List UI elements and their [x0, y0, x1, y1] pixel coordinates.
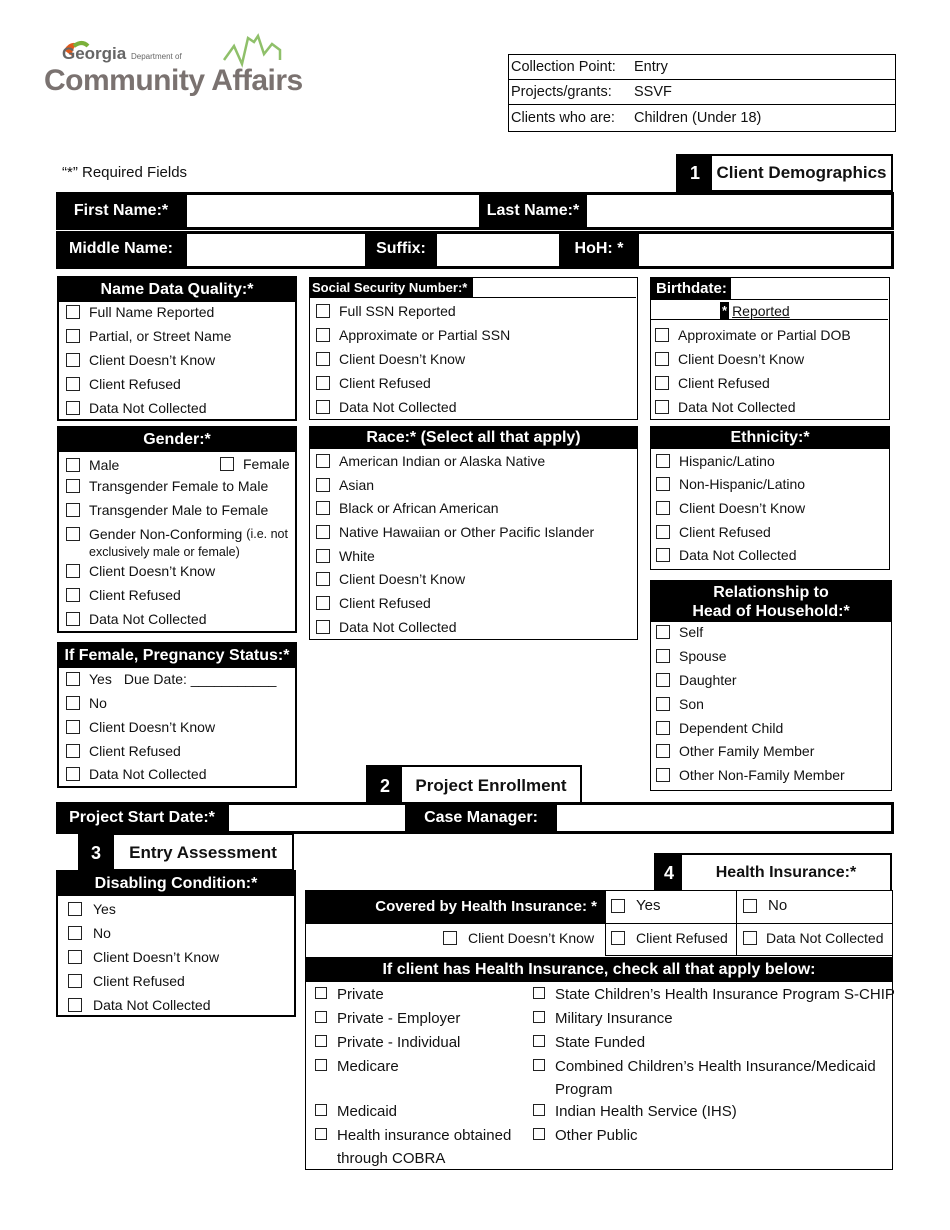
checkbox[interactable]: [68, 902, 82, 916]
gender-option-tm[interactable]: [66, 501, 268, 519]
collection-point-row: [509, 55, 895, 80]
first-name-input[interactable]: [186, 194, 480, 228]
option-label: Military Insurance: [555, 1010, 673, 1027]
checkbox[interactable]: [220, 457, 234, 471]
dob-option-refused[interactable]: [655, 374, 770, 392]
checkbox[interactable]: [316, 376, 330, 390]
case-manager-input[interactable]: [556, 804, 892, 832]
covered-option-no[interactable]: [743, 897, 787, 915]
checkbox[interactable]: [66, 503, 80, 517]
option-label: Other Family Member: [679, 743, 815, 759]
checkbox[interactable]: [316, 501, 330, 515]
checkbox[interactable]: [656, 673, 670, 687]
clients-row: [509, 105, 895, 130]
option-label: Client Doesn’t Know: [679, 500, 806, 516]
ssn-option-dk[interactable]: [316, 350, 465, 368]
checkbox[interactable]: [66, 527, 80, 541]
checkbox[interactable]: [316, 328, 330, 342]
option-label: Data Not Collected: [766, 930, 884, 946]
checkbox[interactable]: [66, 720, 80, 734]
option-label: State Children’s Health Insurance Program S-CHIP: [555, 986, 895, 1003]
gender-option-dnc[interactable]: [66, 610, 207, 628]
option-label: Daughter: [679, 672, 737, 688]
option-label: Client Refused: [89, 743, 181, 759]
birthdate-reported[interactable]: [720, 302, 790, 320]
checkbox[interactable]: [656, 649, 670, 663]
option-label: No: [93, 925, 111, 941]
checkbox[interactable]: [316, 549, 330, 563]
ethnicity-title: Ethnicity:*: [651, 427, 889, 449]
checkbox[interactable]: [533, 1128, 545, 1140]
dob-option-dnc[interactable]: [655, 398, 796, 416]
preg-option-dnc[interactable]: [66, 765, 207, 783]
option-label: Data Not Collected: [678, 399, 796, 415]
dis-option-dnc[interactable]: [68, 996, 211, 1014]
section-1-header: [676, 154, 893, 192]
option-label: No: [89, 695, 107, 711]
race-option-refused[interactable]: [316, 594, 431, 612]
checkbox[interactable]: [655, 352, 669, 366]
checkbox[interactable]: [66, 696, 80, 710]
checkbox[interactable]: [533, 1104, 545, 1116]
meta-value: SSVF: [634, 84, 672, 100]
name-fields-row-1: [56, 192, 894, 230]
option-label: State Funded: [555, 1034, 646, 1051]
option-label: Female: [243, 456, 290, 472]
checkbox[interactable]: [315, 1035, 327, 1047]
gender-option-male[interactable]: [66, 456, 119, 474]
eth-option-refused[interactable]: [656, 523, 771, 541]
checkbox[interactable]: [655, 400, 669, 414]
checkbox[interactable]: [68, 926, 82, 940]
race-option-asian[interactable]: [316, 476, 374, 494]
reported-label: Reported: [732, 303, 790, 319]
option-label: Data Not Collected: [89, 766, 207, 782]
option-label: Client Doesn’t Know: [468, 930, 595, 946]
checkbox[interactable]: [68, 998, 82, 1012]
name-fields-row-2: [56, 231, 894, 269]
ins-option-medicare[interactable]: [315, 1058, 399, 1076]
nq-option-dk[interactable]: [66, 351, 215, 369]
option-label: Native Hawaiian or Other Pacific Islander: [339, 524, 595, 540]
ins-option-private-individual[interactable]: [315, 1034, 460, 1052]
checkbox[interactable]: [316, 478, 330, 492]
checkbox[interactable]: [316, 454, 330, 468]
option-label: Private - Employer: [337, 1010, 461, 1027]
ins-option-cobra[interactable]: [315, 1127, 511, 1145]
nq-option-refused[interactable]: [66, 375, 181, 393]
ins-option-combined[interactable]: [533, 1058, 876, 1076]
option-label: Client Refused: [93, 973, 185, 989]
checkbox[interactable]: [315, 1128, 327, 1140]
checkbox[interactable]: [656, 768, 670, 782]
ins-option-state[interactable]: [533, 1034, 645, 1052]
gender-option-refused[interactable]: [66, 586, 181, 604]
option-label: Transgender Male to Female: [89, 502, 269, 518]
option-label: Self: [679, 624, 704, 640]
checkbox[interactable]: [66, 305, 80, 319]
option-label: Data Not Collected: [89, 611, 207, 627]
ssn-title: Social Security Number:*: [310, 278, 473, 298]
case-manager-label: Case Manager:: [406, 802, 556, 834]
eth-option-hispanic[interactable]: [656, 452, 775, 470]
checkbox[interactable]: [656, 697, 670, 711]
ins-option-private-employer[interactable]: [315, 1010, 460, 1028]
checkbox[interactable]: [66, 612, 80, 626]
covered-divider: [305, 923, 605, 924]
logo-name: Community Affairs: [44, 64, 303, 97]
meta-value: Entry: [634, 59, 668, 75]
meta-key: Collection Point:: [511, 59, 616, 75]
relationship-title-line2: Head of Household:*: [692, 603, 850, 620]
option-label: Client Refused: [89, 587, 181, 603]
checkbox[interactable]: [316, 304, 330, 318]
race-option-nhpi[interactable]: [316, 523, 594, 541]
race-title: Race:* (Select all that apply): [310, 427, 637, 449]
option-label: Hispanic/Latino: [679, 453, 775, 469]
nq-option-dnc[interactable]: [66, 399, 207, 417]
dis-option-no[interactable]: [68, 924, 111, 942]
option-label: Full Name Reported: [89, 304, 215, 320]
checkbox[interactable]: [656, 744, 670, 758]
eth-option-dk[interactable]: [656, 499, 805, 517]
option-label: Data Not Collected: [339, 619, 457, 635]
checkbox[interactable]: [656, 454, 670, 468]
option-label: Other Non-Family Member: [679, 767, 845, 783]
section-4-header: [654, 853, 892, 891]
rel-option-nonfamily[interactable]: [656, 766, 845, 784]
gender-title: Gender:*: [59, 428, 295, 452]
option-label: Non-Hispanic/Latino: [679, 476, 806, 492]
checkbox[interactable]: [66, 377, 80, 391]
option-label: Health insurance obtained: [337, 1127, 512, 1144]
middle-name-input[interactable]: [186, 233, 366, 267]
preg-option-yes[interactable]: [66, 670, 276, 688]
checkbox[interactable]: [66, 329, 80, 343]
checkbox[interactable]: [611, 931, 625, 945]
reported-star: *: [722, 303, 728, 318]
option-label: Client Doesn’t Know: [339, 571, 466, 587]
dob-option-approx[interactable]: [655, 326, 851, 344]
insurance-types-title: If client has Health Insurance, check all that apply below:: [305, 957, 893, 982]
collection-info-table: [508, 54, 896, 132]
checkbox[interactable]: [315, 987, 327, 999]
suffix-input[interactable]: [436, 233, 560, 267]
option-label: No: [768, 897, 788, 914]
projects-row: [509, 80, 895, 105]
option-label: Client Doesn’t Know: [339, 351, 466, 367]
checkbox[interactable]: [656, 477, 670, 491]
checkbox[interactable]: [66, 588, 80, 602]
pregnancy-title: If Female, Pregnancy Status:*: [59, 644, 295, 668]
option-label: Private: [337, 986, 384, 1003]
checkbox[interactable]: [656, 501, 670, 515]
section-title: Health Insurance:*: [715, 864, 857, 881]
checkbox[interactable]: [316, 620, 330, 634]
checkbox[interactable]: [656, 721, 670, 735]
name-data-quality-title: Name Data Quality:*: [59, 278, 295, 302]
checkbox[interactable]: [656, 525, 670, 539]
option-label: Full SSN Reported: [339, 303, 456, 319]
covered-option-refused[interactable]: [611, 929, 728, 947]
gender-option-gnc[interactable]: [66, 525, 288, 543]
checkbox[interactable]: [533, 1011, 545, 1023]
option-label: Client Refused: [339, 375, 431, 391]
option-label: Data Not Collected: [339, 399, 457, 415]
last-name-input[interactable]: [586, 194, 892, 228]
rel-option-family[interactable]: [656, 742, 814, 760]
option-label: Client Refused: [679, 524, 771, 540]
ins-option-other[interactable]: [533, 1127, 638, 1145]
checkbox[interactable]: [743, 899, 757, 913]
ins-option-military[interactable]: [533, 1010, 673, 1028]
ins-cobra-line2: through COBRA: [337, 1150, 446, 1167]
option-label: Combined Children’s Health Insurance/Medicaid: [555, 1058, 876, 1075]
checkbox[interactable]: [66, 401, 80, 415]
checkbox[interactable]: [533, 1059, 545, 1071]
covered-option-yes[interactable]: [611, 897, 660, 915]
option-note: (i.e. not: [246, 527, 288, 541]
ins-option-ihs[interactable]: [533, 1103, 737, 1121]
preg-option-dk[interactable]: [66, 718, 215, 736]
relationship-title: [651, 581, 891, 622]
checkbox[interactable]: [66, 479, 80, 493]
relationship-title-line1: Relationship to: [713, 584, 829, 601]
race-option-black[interactable]: [316, 499, 499, 517]
option-label: Client Refused: [678, 375, 770, 391]
eth-option-dnc[interactable]: [656, 546, 797, 564]
rel-option-daughter[interactable]: [656, 671, 737, 689]
checkbox[interactable]: [656, 548, 670, 562]
checkbox[interactable]: [316, 525, 330, 539]
option-label: Data Not Collected: [89, 400, 207, 416]
birthdate-title: Birthdate:: [651, 278, 731, 300]
checkbox[interactable]: [611, 899, 625, 913]
checkbox[interactable]: [66, 744, 80, 758]
gender-option-female[interactable]: [220, 455, 290, 473]
ins-option-private[interactable]: [315, 986, 384, 1004]
eth-option-nonhispanic[interactable]: [656, 475, 805, 493]
option-label: Client Doesn’t Know: [89, 563, 216, 579]
checkbox[interactable]: [66, 672, 80, 686]
disabling-box: [56, 870, 296, 1017]
section-title: Entry Assessment: [129, 843, 277, 862]
gender-option-tf[interactable]: [66, 477, 268, 495]
required-note: “*” Required Fields: [62, 164, 188, 181]
option-label: Indian Health Service (IHS): [555, 1103, 737, 1120]
enrollment-row: [56, 802, 894, 834]
hoh-label: HoH: *: [560, 231, 638, 269]
option-label: Other Public: [555, 1127, 638, 1144]
rel-option-dependent[interactable]: [656, 719, 783, 737]
middle-name-label: Middle Name:: [56, 231, 186, 269]
section-number: 1: [678, 156, 712, 190]
covered-label: Covered by Health Insurance: *: [305, 890, 605, 924]
option-label: Yes: [636, 897, 661, 914]
checkbox[interactable]: [443, 931, 457, 945]
nq-option-full[interactable]: [66, 303, 214, 321]
meta-value: Children (Under 18): [634, 109, 762, 126]
checkbox[interactable]: [533, 1035, 545, 1047]
option-label: Client Refused: [339, 595, 431, 611]
dob-option-dk[interactable]: [655, 350, 804, 368]
section-title: Client Demographics: [716, 163, 887, 182]
checkbox[interactable]: [316, 572, 330, 586]
option-label: White: [339, 548, 375, 564]
checkbox[interactable]: [655, 376, 669, 390]
dis-option-refused[interactable]: [68, 972, 185, 990]
rel-option-son[interactable]: [656, 695, 704, 713]
option-label: Yes: [89, 671, 112, 687]
checkbox[interactable]: [743, 931, 757, 945]
option-label: Gender Non-Conforming: [89, 526, 243, 542]
covered-option-dk[interactable]: [443, 929, 594, 947]
ins-option-medicaid[interactable]: [315, 1103, 397, 1121]
rel-option-self[interactable]: [656, 623, 703, 641]
checkbox[interactable]: [655, 328, 669, 342]
option-label: Client Doesn’t Know: [89, 352, 216, 368]
project-start-label: Project Start Date:*: [56, 802, 228, 834]
option-label: American Indian or Alaska Native: [339, 453, 546, 469]
project-start-input[interactable]: [228, 804, 406, 832]
checkbox[interactable]: [315, 1011, 327, 1023]
meta-key: Projects/grants:: [511, 84, 612, 100]
option-label: Client Doesn’t Know: [93, 949, 220, 965]
section-3-header: [78, 833, 294, 871]
covered-option-dnc[interactable]: [743, 929, 884, 947]
suffix-label: Suffix:: [366, 231, 436, 269]
first-name-label: First Name:*: [56, 192, 186, 230]
section-title: Project Enrollment: [415, 776, 567, 795]
checkbox[interactable]: [316, 596, 330, 610]
meta-key: Clients who are:: [511, 109, 615, 126]
checkbox[interactable]: [66, 767, 80, 781]
race-option-dnc[interactable]: [316, 618, 457, 636]
option-label: Son: [679, 696, 704, 712]
option-label: Medicare: [337, 1058, 399, 1075]
preg-option-refused[interactable]: [66, 742, 181, 760]
ssn-option-refused[interactable]: [316, 374, 431, 392]
checkbox[interactable]: [316, 400, 330, 414]
checkbox[interactable]: [66, 353, 80, 367]
dis-option-yes[interactable]: [68, 900, 116, 918]
gender-option-dk[interactable]: [66, 562, 215, 580]
option-label: Male: [89, 457, 120, 473]
option-label: Black or African American: [339, 500, 499, 516]
checkbox[interactable]: [68, 950, 82, 964]
checkbox[interactable]: [66, 564, 80, 578]
logo: [44, 30, 316, 102]
ssn-option-approx[interactable]: [316, 326, 510, 344]
checkbox[interactable]: [315, 1059, 327, 1071]
section-number: 4: [656, 855, 682, 891]
dis-option-dk[interactable]: [68, 948, 219, 966]
option-label: Asian: [339, 477, 375, 493]
preg-option-no[interactable]: [66, 694, 107, 712]
checkbox[interactable]: [533, 987, 545, 999]
checkbox[interactable]: [315, 1104, 327, 1116]
nq-option-partial[interactable]: [66, 327, 231, 345]
last-name-label: Last Name:*: [480, 192, 586, 230]
option-label: Client Doesn’t Know: [678, 351, 805, 367]
option-label: Yes: [93, 901, 116, 917]
race-option-dk[interactable]: [316, 570, 465, 588]
option-label: Approximate or Partial DOB: [678, 327, 851, 343]
checkbox[interactable]: [68, 974, 82, 988]
option-label: Data Not Collected: [93, 997, 211, 1013]
logo-brand: Georgia: [62, 44, 127, 63]
logo-dept: Department of: [130, 52, 182, 61]
race-option-white[interactable]: [316, 547, 375, 565]
ins-option-schip[interactable]: [533, 986, 895, 1004]
ssn-option-full[interactable]: [316, 302, 456, 320]
option-label: Private - Individual: [337, 1034, 461, 1051]
rel-option-spouse[interactable]: [656, 647, 726, 665]
option-label: Medicaid: [337, 1103, 398, 1120]
option-label: Data Not Collected: [679, 547, 797, 563]
option-label: Approximate or Partial SSN: [339, 327, 511, 343]
race-option-aian[interactable]: [316, 452, 545, 470]
checkbox[interactable]: [656, 625, 670, 639]
option-label: Dependent Child: [679, 720, 784, 736]
option-label: Spouse: [679, 648, 727, 664]
checkbox[interactable]: [66, 458, 80, 472]
due-date-field[interactable]: Due Date: ___________: [123, 671, 277, 687]
checkbox[interactable]: [316, 352, 330, 366]
disabling-title: Disabling Condition:*: [58, 872, 294, 896]
gender-gnc-note: exclusively male or female): [89, 545, 240, 559]
ins-combined-line2: Program: [555, 1081, 613, 1098]
option-label: Partial, or Street Name: [89, 328, 232, 344]
hoh-input[interactable]: [638, 233, 892, 267]
section-number: 2: [368, 767, 402, 805]
option-label: Transgender Female to Male: [89, 478, 269, 494]
option-label: Client Doesn’t Know: [89, 719, 216, 735]
option-label: Client Refused: [636, 930, 728, 946]
covered-hline: [605, 923, 893, 924]
option-label: Client Refused: [89, 376, 181, 392]
section-2-header: [366, 765, 582, 803]
section-number: 3: [78, 835, 114, 871]
ssn-option-dnc[interactable]: [316, 398, 457, 416]
